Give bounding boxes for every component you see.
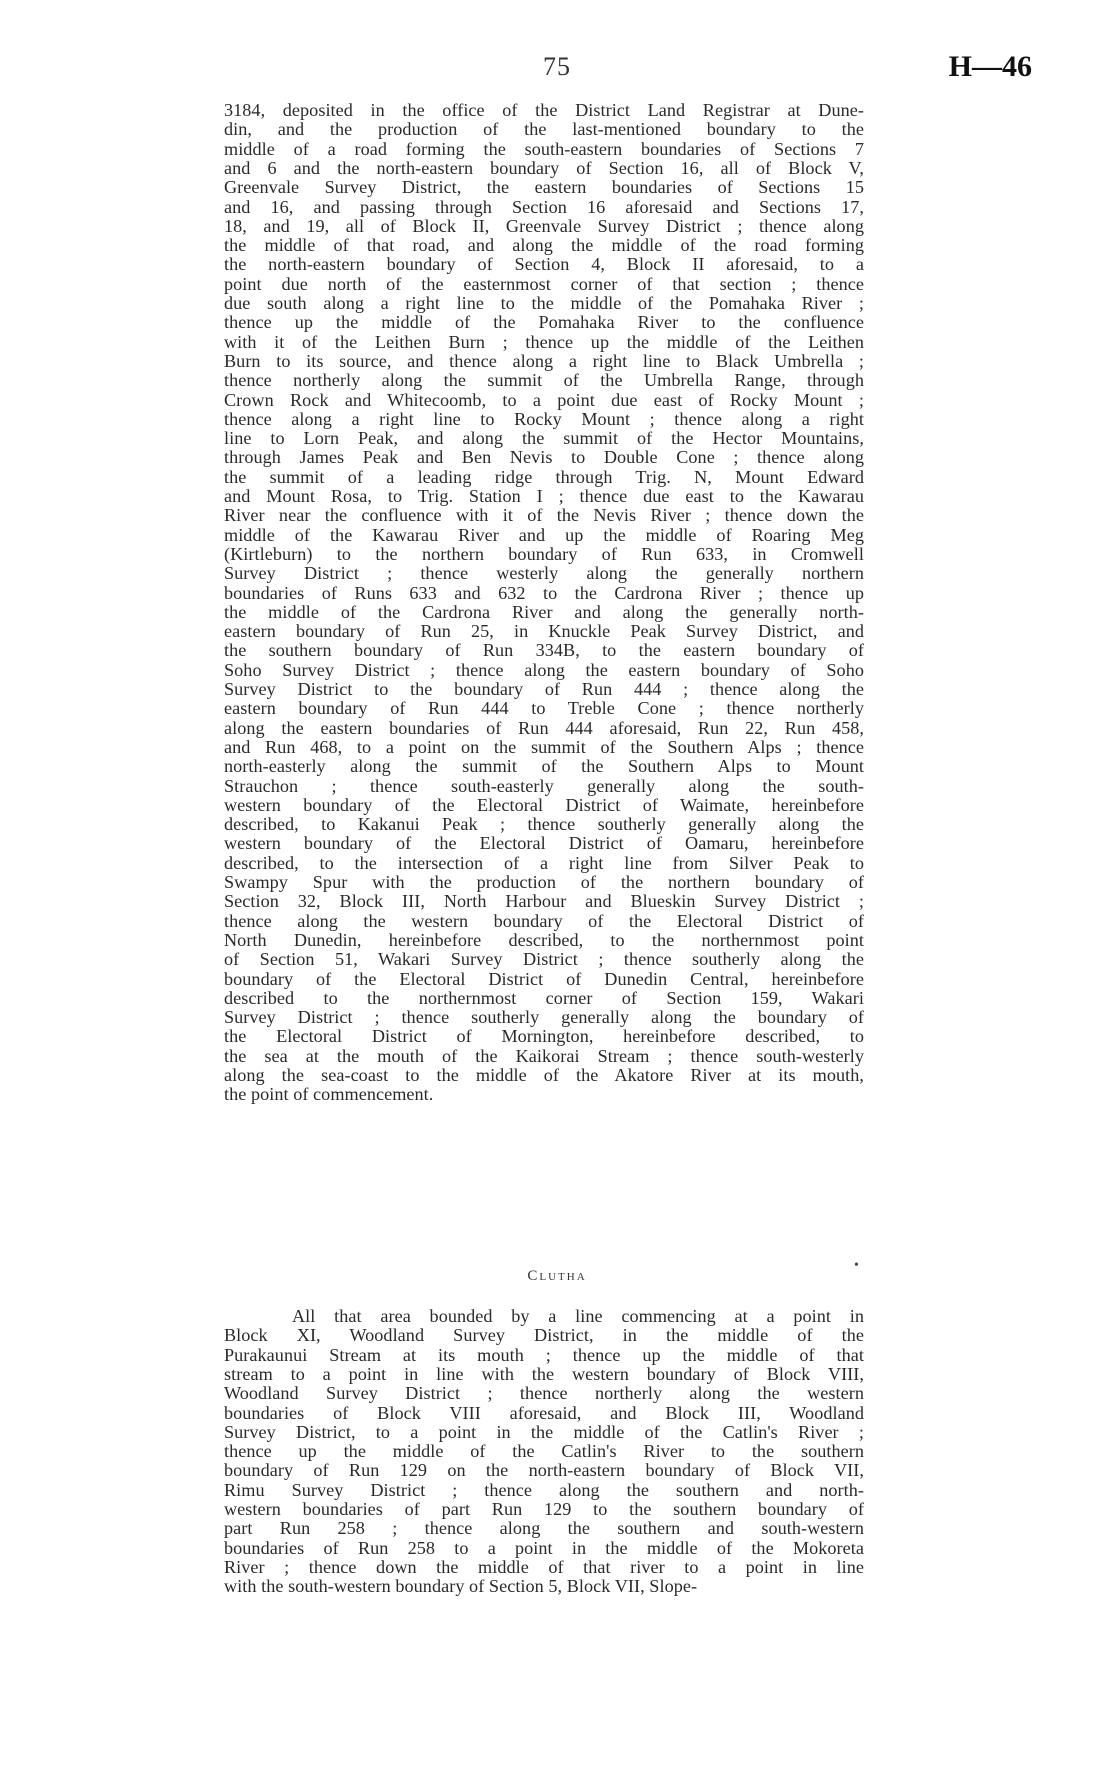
text-line: Survey District ; thence southerly generally along the boundary of [224, 1007, 864, 1028]
text-line: River ; thence down the middle of that river to a point in line [224, 1556, 864, 1577]
text-line: and 16, and passing through Section 16 aforesaid and Sections 17, [224, 196, 864, 217]
text-line: (Kirtleburn) to the northern boundary of Run 633, in Cromwell [224, 543, 864, 564]
text-line: Burn to its source, and thence along a right line to Black Umbrella ; [224, 350, 864, 371]
text-line: Survey District to the boundary of Run 444 ; thence along the [224, 679, 864, 699]
text-line: din, and the production of the last-mentioned boundary to the [224, 119, 864, 140]
text-line: thence up the middle of the Pomahaka River to the confluence [224, 312, 864, 333]
text-line: Survey District ; thence westerly along the generally northern [224, 563, 864, 584]
text-line: Survey District, to a point in the middle of the Catlin's River ; [224, 1421, 864, 1442]
text-line: described to the northernmost corner of Section 159, Wakari [224, 987, 864, 1008]
text-line: western boundaries of part Run 129 to the southern boundary of [224, 1499, 864, 1519]
text-line: middle of the Kawarau River and up the middle of Roaring Meg [224, 524, 864, 545]
text-line: Rimu Survey District ; thence along the southern and north- [224, 1479, 864, 1500]
text-line: the southern boundary of Run 334B, to the eastern boundary of [224, 640, 864, 661]
text-line: thence northerly along the summit of the Umbrella Range, through [224, 370, 864, 391]
text-line: Swampy Spur with the production of the northern boundary of [224, 872, 864, 892]
document-reference: H—46 [948, 50, 1032, 83]
text-line: western boundary of the Electoral District of Waimate, hereinbefore [224, 794, 864, 815]
text-line: River near the confluence with it of the Nevis River ; thence down the [224, 505, 864, 526]
text-line: 3184, deposited in the office of the District Land Registrar at Dune- [224, 100, 864, 120]
text-line: the Electoral District of Mornington, hereinbefore described, to [224, 1026, 864, 1047]
text-line: the middle of that road, and along the middle of the road forming [224, 235, 864, 256]
text-line: Soho Survey District ; thence along the eastern boundary of Soho [224, 659, 864, 680]
text-line: described, to Kakanui Peak ; thence southerly generally along the [224, 814, 864, 835]
text-line: boundaries of Run 258 to a point in the middle of the Mokoreta [224, 1537, 864, 1558]
text-line: and Run 468, to a point on the summit of the Southern Alps ; thence [224, 736, 864, 757]
text-line: boundary of the Electoral District of Dunedin Central, hereinbefore [224, 968, 864, 989]
text-line: of Section 51, Wakari Survey District ; thence southerly along the [224, 949, 864, 970]
text-line: due south along a right line to the middle of the Pomahaka River ; [224, 293, 864, 313]
text-line: North Dunedin, hereinbefore described, to the northernmost point [224, 929, 864, 950]
text-line: Woodland Survey District ; thence northerly along the western [224, 1383, 864, 1404]
margin-mark: • [854, 1258, 859, 1273]
text-line: All that area bounded by a line commencing at a point in [292, 1306, 864, 1326]
text-line: the summit of a leading ridge through Trig. N, Mount Edward [224, 466, 864, 487]
text-line: 18, and 19, all of Block II, Greenvale Survey District ; thence along [224, 215, 864, 236]
text-line: along the sea-coast to the middle of the Akatore River at its mouth, [224, 1065, 864, 1085]
text-line: Block XI, Woodland Survey District, in the middle of the [224, 1325, 864, 1346]
text-line: with the south-western boundary of Section 5, Block VII, Slope- [224, 1576, 698, 1597]
text-line: western boundary of the Electoral District of Oamaru, hereinbefore [224, 833, 864, 854]
text-line: the point of commencement. [224, 1084, 434, 1105]
text-line: the north-eastern boundary of Section 4, Block II aforesaid, to a [224, 254, 864, 275]
text-line: stream to a point in line with the western boundary of Block VIII, [224, 1363, 864, 1384]
text-line: with it of the Leithen Burn ; thence up the middle of the Leithen [224, 331, 864, 352]
text-line: the sea at the mouth of the Kaikorai Stream ; thence south-westerly [224, 1045, 864, 1066]
text-line: point due north of the easternmost corner of that section ; thence [224, 273, 864, 294]
text-line: and 6 and the north-eastern boundary of Section 16, all of Block V, [224, 157, 864, 178]
text-line: thence along the western boundary of the Electoral District of [224, 910, 864, 931]
text-line: along the eastern boundaries of Run 444 aforesaid, Run 22, Run 458, [224, 717, 864, 738]
text-line: line to Lorn Peak, and along the summit of the Hector Mountains, [224, 428, 864, 449]
text-line: part Run 258 ; thence along the southern and south-western [224, 1518, 864, 1539]
text-line: Greenvale Survey District, the eastern boundaries of Sections 15 [224, 177, 864, 198]
text-line: Crown Rock and Whitecoomb, to a point due east of Rocky Mount ; [224, 389, 864, 410]
text-line: boundaries of Runs 633 and 632 to the Cardrona River ; thence up [224, 582, 864, 603]
text-line: through James Peak and Ben Nevis to Double Cone ; thence along [224, 447, 864, 468]
text-line: boundary of Run 129 on the north-eastern boundary of Block VII, [224, 1460, 864, 1481]
text-line: described, to the intersection of a right line from Silver Peak to [224, 852, 864, 873]
text-line: Purakaunui Stream at its mouth ; thence up the middle of that [224, 1344, 864, 1365]
text-line: eastern boundary of Run 25, in Knuckle Peak Survey District, and [224, 621, 864, 642]
text-line: Strauchon ; thence south-easterly generally along the south- [224, 775, 864, 796]
text-line: Section 32, Block III, North Harbour and Blueskin Survey District ; [224, 891, 864, 912]
text-line: thence along a right line to Rocky Mount ; thence along a right [224, 408, 864, 429]
text-line: thence up the middle of the Catlin's River to the southern [224, 1441, 864, 1462]
text-line: middle of a road forming the south-eastern boundaries of Sections 7 [224, 138, 864, 159]
section-heading-clutha: Clutha [527, 1268, 587, 1284]
text-line: north-easterly along the summit of the Southern Alps to Mount [224, 756, 864, 777]
text-line: boundaries of Block VIII aforesaid, and Block III, Woodland [224, 1402, 864, 1423]
text-line: and Mount Rosa, to Trig. Station I ; thence due east to the Kawarau [224, 486, 864, 506]
text-line: the middle of the Cardrona River and along the generally north- [224, 601, 864, 622]
text-line: eastern boundary of Run 444 to Treble Cone ; thence northerly [224, 698, 864, 719]
page-number: 75 [543, 52, 571, 81]
